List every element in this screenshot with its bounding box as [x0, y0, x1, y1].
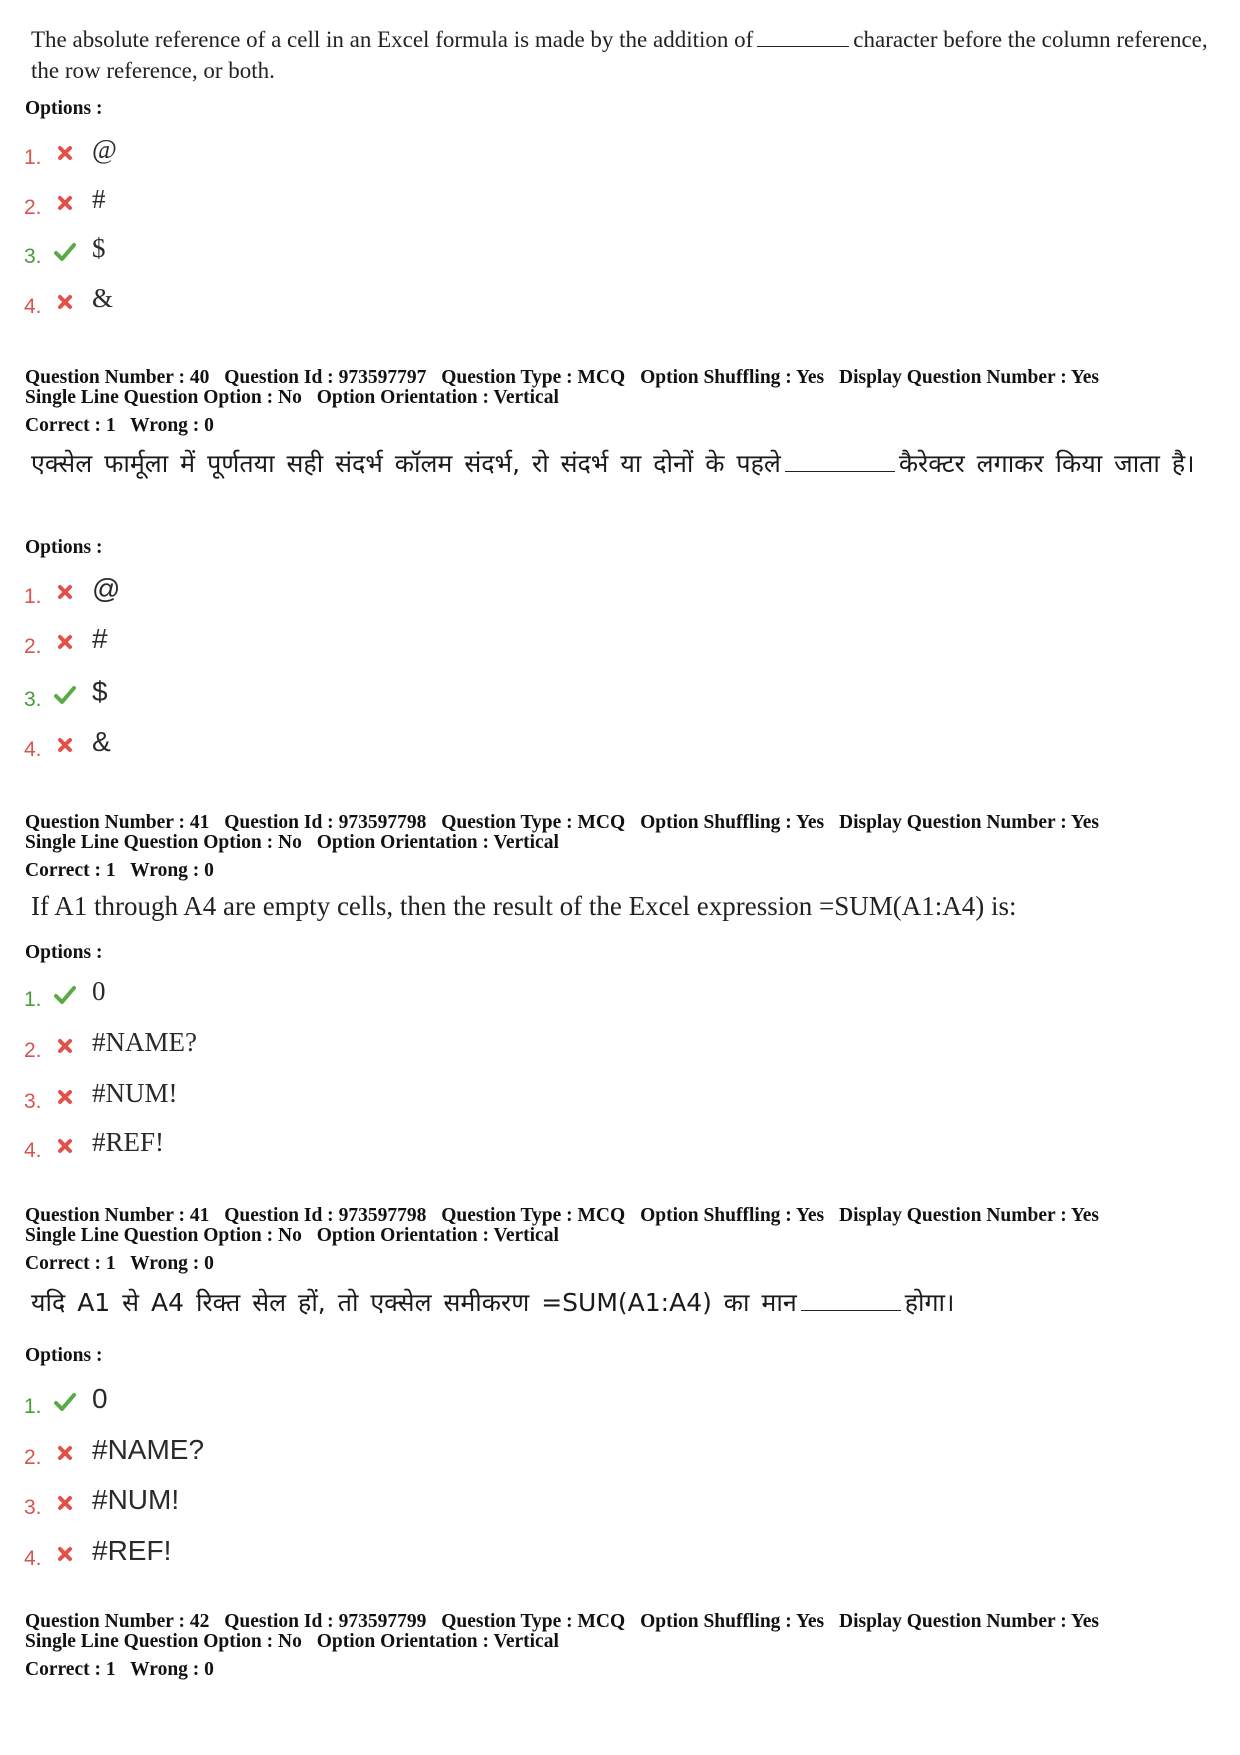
- option-row: [24, 625, 624, 661]
- question-marks: Correct : 1 Wrong : 0: [25, 415, 214, 436]
- options-label: Options :: [25, 942, 103, 963]
- option-value: #: [92, 184, 106, 214]
- cross-icon: [54, 1543, 76, 1565]
- question-meta-line-1: Question Number : 42 Question Id : 973597799 Question Type : MCQ Option Shuffling : Yes Display Question Number : Yes: [25, 1611, 1100, 1632]
- question-text: The absolute reference of a cell in an Excel formula is made by the addition of character before the column reference, the row reference, or both.: [31, 24, 1216, 86]
- check-icon: [54, 241, 76, 263]
- option-row: [24, 1080, 624, 1116]
- option-row: [24, 235, 624, 271]
- question-text: If A1 through A4 are empty cells, then the result of the Excel expression =SUM(A1:A4) is:: [31, 891, 1017, 921]
- option-number: 3.: [24, 688, 42, 711]
- cross-icon: [54, 192, 76, 214]
- option-row: [24, 1537, 624, 1573]
- option-value: #REF!: [92, 1127, 165, 1157]
- option-value: &: [92, 726, 111, 757]
- option-number: 3.: [24, 245, 42, 268]
- option-row: [24, 1385, 624, 1421]
- cross-icon: [54, 1086, 76, 1108]
- options-label: Options :: [25, 98, 103, 119]
- answer-blank: [757, 24, 849, 47]
- option-value: 0: [92, 976, 106, 1006]
- cross-icon: [54, 1135, 76, 1157]
- option-number: 2.: [24, 196, 42, 219]
- option-number: 3.: [24, 1090, 42, 1113]
- answer-blank: [785, 449, 895, 472]
- question-meta-line-2: Single Line Question Option : No Option Orientation : Vertical: [25, 832, 559, 853]
- option-number: 1.: [24, 585, 42, 608]
- question-meta-line-1: Question Number : 40 Question Id : 973597797 Question Type : MCQ Option Shuffling : Yes Display Question Number : Yes: [25, 367, 1100, 388]
- option-value: #NUM!: [92, 1078, 178, 1108]
- question-text-hindi: एक्सेल फार्मूला में पूर्णतया सही संदर्भ कॉलम संदर्भ, रो संदर्भ या दोनों के पहले कैरेक्टर लगाकर किया जाता है।: [31, 449, 1195, 478]
- option-row: [24, 575, 624, 611]
- option-number: 4.: [24, 295, 42, 318]
- question-text-hindi: यदि A1 से A4 रिक्त सेल हों, तो एक्सेल समीकरण =SUM(A1:A4) का मान होगा।: [31, 1288, 955, 1317]
- option-value: @: [92, 573, 121, 604]
- options-label: Options :: [25, 1345, 103, 1366]
- question-marks: Correct : 1 Wrong : 0: [25, 1659, 214, 1680]
- option-value: &: [92, 283, 114, 313]
- cross-icon: [54, 291, 76, 313]
- check-icon: [54, 684, 76, 706]
- option-value: #NAME?: [92, 1434, 205, 1465]
- option-value: $: [92, 676, 108, 707]
- question-meta-line-1: Question Number : 41 Question Id : 973597798 Question Type : MCQ Option Shuffling : Yes Display Question Number : Yes: [25, 1205, 1100, 1226]
- option-number: 2.: [24, 1446, 42, 1469]
- option-row: [24, 678, 624, 714]
- cross-icon: [54, 1035, 76, 1057]
- question-meta-line-2: Single Line Question Option : No Option Orientation : Vertical: [25, 1631, 559, 1652]
- option-value: 0: [92, 1383, 108, 1414]
- option-number: 2.: [24, 1039, 42, 1062]
- cross-icon: [54, 1442, 76, 1464]
- option-number: 1.: [24, 988, 42, 1011]
- option-value: #: [92, 623, 108, 654]
- option-row: [24, 1436, 624, 1472]
- option-row: [24, 285, 624, 321]
- option-row: [24, 1029, 624, 1065]
- question-meta-line-2: Single Line Question Option : No Option Orientation : Vertical: [25, 1225, 559, 1246]
- cross-icon: [54, 734, 76, 756]
- option-number: 2.: [24, 635, 42, 658]
- option-row: [24, 728, 624, 764]
- answer-blank: [801, 1288, 901, 1311]
- cross-icon: [54, 631, 76, 653]
- cross-icon: [54, 1492, 76, 1514]
- option-value: #REF!: [92, 1535, 172, 1566]
- question-meta-line-1: Question Number : 41 Question Id : 973597798 Question Type : MCQ Option Shuffling : Yes Display Question Number : Yes: [25, 812, 1100, 833]
- option-row: [24, 186, 624, 222]
- option-number: 1.: [24, 1395, 42, 1418]
- option-number: 3.: [24, 1496, 42, 1519]
- check-icon: [54, 1391, 76, 1413]
- option-number: 4.: [24, 1139, 42, 1162]
- cross-icon: [54, 142, 76, 164]
- option-value: #NUM!: [92, 1484, 180, 1515]
- question-marks: Correct : 1 Wrong : 0: [25, 1253, 214, 1274]
- option-number: 4.: [24, 1547, 42, 1570]
- option-row: [24, 1129, 624, 1165]
- option-row: [24, 978, 624, 1014]
- option-row: [24, 136, 624, 172]
- option-number: 4.: [24, 738, 42, 761]
- options-label: Options :: [25, 537, 103, 558]
- option-value: $: [92, 233, 106, 263]
- option-value: @: [92, 134, 117, 164]
- option-value: #NAME?: [92, 1027, 197, 1057]
- option-row: [24, 1486, 624, 1522]
- option-number: 1.: [24, 146, 42, 169]
- cross-icon: [54, 581, 76, 603]
- check-icon: [54, 984, 76, 1006]
- question-meta-line-2: Single Line Question Option : No Option Orientation : Vertical: [25, 387, 559, 408]
- question-marks: Correct : 1 Wrong : 0: [25, 860, 214, 881]
